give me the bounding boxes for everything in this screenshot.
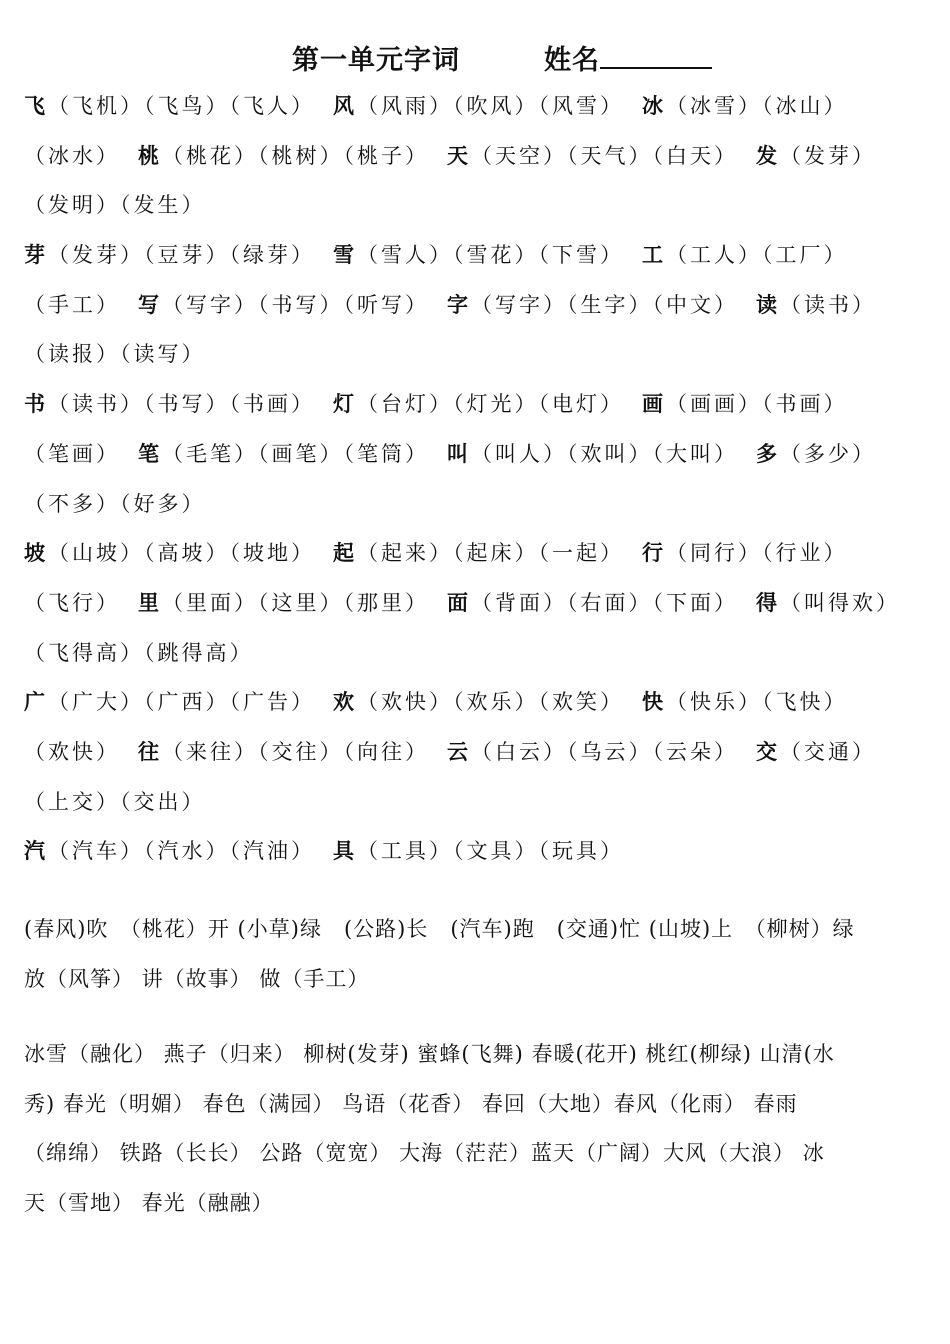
headword: 快: [642, 690, 666, 715]
word-line: [24, 778, 928, 828]
headword: 广: [24, 690, 48, 715]
word-group: （桃花）（桃树）（桃子）: [162, 143, 429, 168]
headword: 字: [447, 292, 471, 317]
headword: 读: [756, 292, 780, 317]
word-group: （台灯）（灯光）（电灯）: [357, 392, 624, 417]
phrase-line: 冰雪（融化） 燕子（归来） 柳树(发芽) 蜜蜂(飞舞) 春暖(花开) 桃红(柳绿) 山清(水: [24, 1042, 835, 1066]
word-line: [24, 82, 928, 132]
word-group: （读书）（书写）（书画）: [48, 392, 315, 417]
headword: 冰: [642, 94, 666, 118]
word-line: [24, 330, 928, 380]
word-line: [24, 678, 928, 728]
headword: 芽: [24, 243, 48, 268]
headword: 得: [756, 590, 780, 615]
word-group: （同行）（行业）: [666, 541, 848, 566]
word-line: [24, 281, 928, 331]
word-group: （广大）（广西）（广告）: [48, 690, 315, 715]
word-group: （冰水）: [24, 143, 120, 168]
word-group: （上交）（交出）: [24, 789, 206, 814]
word-group: （起来）（起床）（一起）: [357, 541, 624, 566]
phrase-section-verbs: [24, 905, 928, 1004]
word-group: （发明）（发生）: [24, 193, 206, 218]
headword: 雪: [333, 243, 357, 268]
word-line: [24, 728, 928, 778]
headword: 发: [756, 143, 780, 168]
headword: 写: [138, 292, 162, 317]
word-line: [24, 231, 928, 281]
phrase-line: 秀) 春光（明媚） 春色（满园） 鸟语（花香） 春回（大地）春风（化雨） 春雨: [24, 1091, 798, 1116]
word-group: （白云）（乌云）（云朵）: [471, 739, 738, 764]
word-group: （叫得欢）: [780, 590, 900, 615]
headword: 书: [24, 392, 48, 417]
word-group: （风雨）（吹风）（风雪）: [357, 94, 624, 118]
headword: 起: [333, 541, 357, 566]
word-group: （山坡）（高坡）（坡地）: [48, 541, 315, 566]
word-group: （里面）（这里）（那里）: [162, 590, 429, 615]
word-group: （写字）（书写）（听写）: [162, 292, 429, 317]
word-group: （欢快）: [24, 739, 120, 764]
word-group: （工人）（工厂）: [666, 243, 848, 268]
headword: 多: [756, 441, 780, 466]
headword: 交: [756, 739, 780, 764]
headword: 笔: [138, 441, 162, 466]
word-line: [24, 579, 928, 629]
word-group: （画画）（书画）: [666, 392, 848, 417]
headword: 里: [138, 590, 162, 615]
word-group: （笔画）: [24, 441, 120, 466]
word-group: （天空）（天气）（白天）: [471, 143, 738, 168]
phrase-line: 天（雪地） 春光（融融）: [24, 1190, 274, 1215]
word-group: （飞行）: [24, 590, 120, 615]
headword: 欢: [333, 690, 357, 715]
word-line: [24, 380, 928, 430]
headword: 工: [642, 243, 666, 268]
headword: 坡: [24, 541, 48, 566]
headword: 天: [447, 143, 471, 168]
name-label: 姓名: [544, 45, 600, 76]
word-list-section: [24, 82, 928, 877]
word-group: （快乐）（飞快）: [666, 690, 848, 715]
word-group: （交通）: [780, 739, 876, 764]
word-line: [24, 430, 928, 480]
word-line: [24, 827, 928, 877]
word-group: （手工）: [24, 292, 120, 317]
headword: 汽: [24, 839, 48, 864]
word-group: （发芽）: [780, 143, 876, 168]
headword: 面: [447, 590, 471, 615]
word-line: [24, 629, 928, 679]
word-line: [24, 132, 928, 182]
word-group: （写字）（生字）（中文）: [471, 292, 738, 317]
word-group: （不多）（好多）: [24, 491, 206, 516]
word-line: [24, 529, 928, 579]
word-group: （飞机）（飞鸟）（飞人）: [48, 94, 315, 118]
word-group: （汽车）（汽水）（汽油）: [48, 839, 315, 864]
word-group: （飞得高）（跳得高）: [24, 640, 254, 665]
worksheet-header: [292, 38, 712, 77]
headword: 飞: [24, 94, 48, 118]
phrase-line: 放（风筝） 讲（故事） 做（手工）: [24, 966, 370, 991]
word-group: （多少）: [780, 441, 876, 466]
phrase-section-idioms: [24, 1030, 928, 1228]
headword: 云: [447, 739, 471, 764]
headword: 灯: [333, 392, 357, 417]
headword: 桃: [138, 143, 162, 168]
word-group: （来往）（交往）（向往）: [162, 739, 429, 764]
headword: 叫: [447, 441, 471, 466]
word-group: （读报）（读写）: [24, 342, 206, 367]
word-group: （叫人）（欢叫）（大叫）: [471, 441, 738, 466]
word-group: （工具）（文具）（玩具）: [357, 839, 624, 864]
phrase-line: (春风)吹 （桃花）开 (小草)绿 (公路)长 (汽车)跑 (交通)忙 (山坡)上 （柳树）绿: [24, 917, 855, 941]
word-line: [24, 181, 928, 231]
headword: 行: [642, 541, 666, 566]
headword: 风: [333, 94, 357, 118]
name-blank-line: [600, 43, 712, 69]
word-group: （发芽）（豆芽）（绿芽）: [48, 243, 315, 268]
word-group: （毛笔）（画笔）（笔筒）: [162, 441, 429, 466]
word-group: （欢快）（欢乐）（欢笑）: [357, 690, 624, 715]
word-line: [24, 480, 928, 530]
word-group: （雪人）（雪花）（下雪）: [357, 243, 624, 268]
headword: 往: [138, 739, 162, 764]
word-group: （读书）: [780, 292, 876, 317]
word-group: （背面）（右面）（下面）: [471, 590, 738, 615]
headword: 具: [333, 839, 357, 864]
page-title: 第一单元字词: [292, 45, 460, 76]
phrase-line: （绵绵） 铁路（长长） 公路（宽宽） 大海（茫茫）蓝天（广阔）大风（大浪） 冰: [24, 1141, 825, 1165]
word-group: （冰雪）（冰山）: [666, 94, 848, 118]
headword: 画: [642, 392, 666, 417]
